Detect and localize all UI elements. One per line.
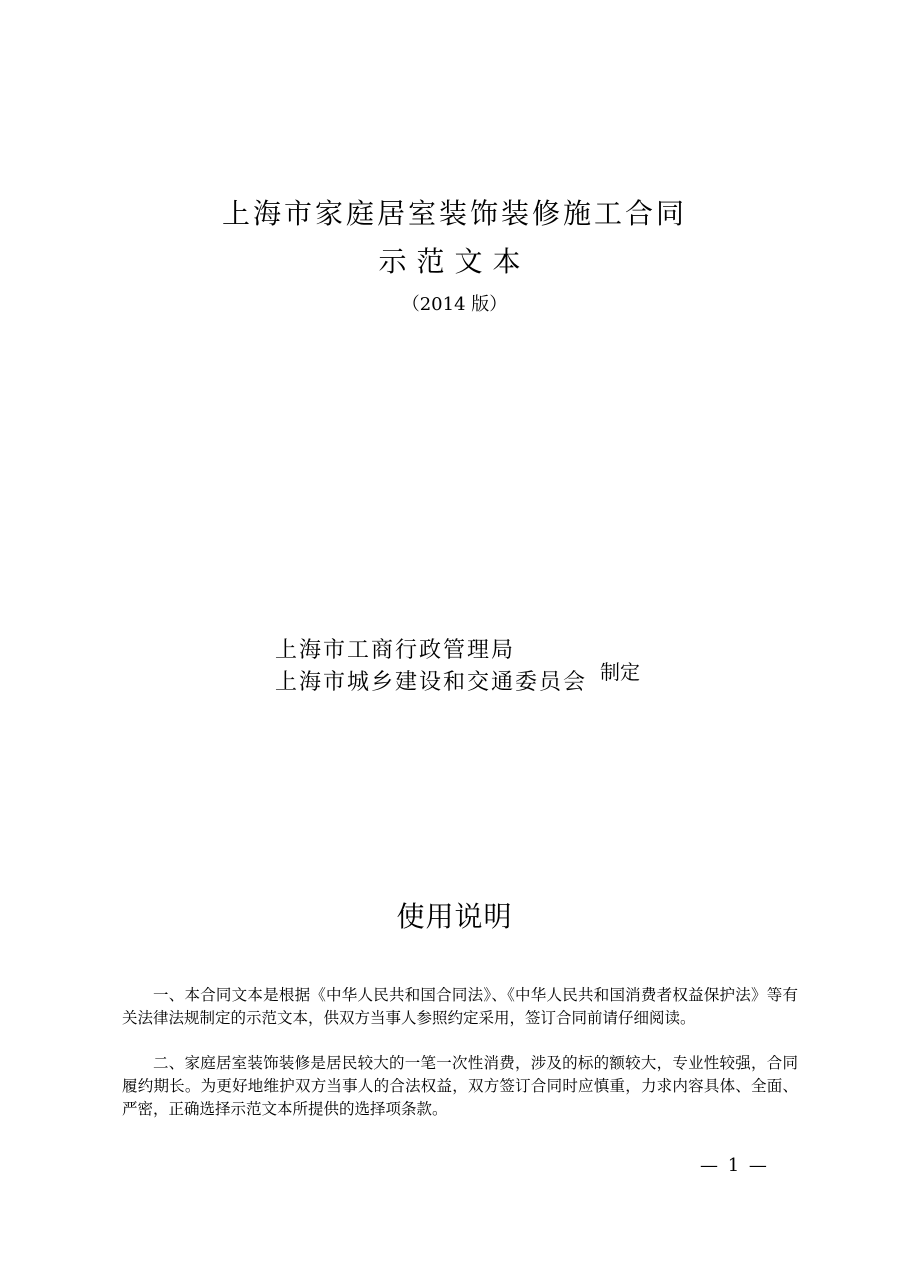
document-subtitle: 示范文本 bbox=[378, 245, 531, 278]
instruction-paragraph: 一、本合同文本是根据《中华人民共和国合同法》、《中华人民共和国消费者权益保护法》等有关法律法规制定的示范文本，供双方当事人参照约定采用，签订合同前请仔细阅读。 bbox=[122, 986, 798, 1027]
document-title: 上海市家庭居室装饰装修施工合同 bbox=[221, 197, 687, 230]
section-heading: 使用说明 bbox=[396, 900, 513, 933]
page-number: — 1 — bbox=[700, 1155, 769, 1176]
issued-by-label: 制定 bbox=[600, 660, 640, 684]
instruction-paragraph: 二、家庭居室装饰装修是居民较大的一笔一次性消费，涉及的标的额较大，专业性较强，合同履约期长。为更好地维护双方当事人的合法权益，双方签订合同时应慎重，力求内容具体、全面、严密，正确选择示范文本所提供的选择项条款。 bbox=[122, 1054, 798, 1118]
issuer-name: 上海市城乡建设和交通委员会 bbox=[275, 670, 588, 695]
edition-label: （2014 版） bbox=[401, 294, 508, 315]
issuer-name: 上海市工商行政管理局 bbox=[275, 638, 516, 663]
